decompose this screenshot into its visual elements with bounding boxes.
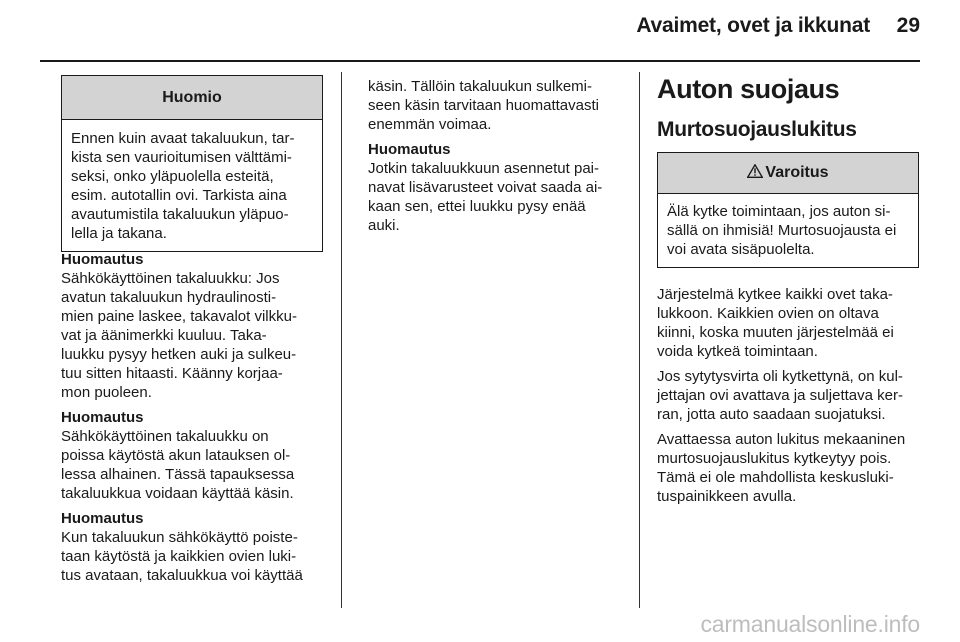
text-line: kiinni, koska muuten järjestelmää ei (657, 324, 894, 341)
column-3 (657, 74, 922, 506)
column-divider-1 (341, 72, 342, 608)
caution-title: Huomio (62, 76, 322, 120)
caution-text (62, 120, 322, 251)
warning-triangle-icon (747, 153, 763, 193)
note-heading: Huomautus (61, 251, 144, 268)
note-heading: Huomautus (368, 141, 451, 158)
text-line: ran, jotta auto saadaan suojatuksi. (657, 406, 886, 423)
header-rule (40, 60, 920, 62)
text-line: Järjestelmä kytkee kaikki ovet taka- (657, 286, 893, 303)
text-line: seksi, onko yläpuolella esteitä, (71, 168, 274, 185)
note-block (61, 408, 336, 503)
note-block (61, 509, 336, 585)
column-1-notes (61, 250, 336, 585)
page-number: 29 (896, 14, 920, 37)
note-heading: Huomautus (61, 409, 144, 426)
text-line: luukku pysyy hetken auki ja sulkeu- (61, 346, 297, 363)
warning-title: Varoitus (765, 164, 829, 181)
text-line: kista sen vaurioitumisen välttämi- (71, 149, 292, 166)
text-line: seen käsin tarvitaan huomattavasti (368, 97, 599, 114)
text-line: enemmän voimaa. (368, 116, 492, 133)
text-line: Tämä ei ole mahdollista keskusluki- (657, 469, 894, 486)
text-line: Kun takaluukun sähkökäyttö poiste- (61, 529, 298, 546)
warning-text (658, 194, 918, 267)
text-line: Avattaessa auton lukitus mekaaninen (657, 431, 906, 448)
text-line: lukkoon. Kaikkien ovien on oltava (657, 305, 879, 322)
text-line: poissa käytöstä akun latauksen ol- (61, 447, 291, 464)
text-line: kaan sen, ettei luukku pysy enää (368, 198, 586, 215)
text-line: lessa alhainen. Tässä tapauksessa (61, 466, 295, 483)
text-line: sällä on ihmisiä! Murtosuojausta ei (667, 222, 897, 239)
text-line: mon puoleen. (61, 384, 152, 401)
column-2 (368, 77, 633, 235)
section-title: Auton suojaus (657, 74, 840, 104)
text-line: murtosuojauslukitus kytkeytyy pois. (657, 450, 892, 467)
text-line: voi avata sisäpuolelta. (667, 241, 815, 258)
note-block (368, 140, 633, 235)
column-divider-2 (639, 72, 640, 608)
text-line: Sähkökäyttöinen takaluukku: Jos (61, 270, 280, 287)
warning-header (658, 153, 918, 194)
text-line: avautumistila takaluukun yläpuo- (71, 206, 289, 223)
text-line: avatun takaluukun hydraulinosti- (61, 289, 277, 306)
watermark: carmanualsonline.info (700, 611, 920, 637)
text-line: voida kytkeä toimintaan. (657, 343, 818, 360)
paragraph (657, 430, 922, 506)
caution-box (61, 75, 323, 252)
paragraph (657, 367, 922, 424)
text-line: esim. autotallin ovi. Tarkista aina (71, 187, 287, 204)
text-line: Sähkökäyttöinen takaluukku on (61, 428, 269, 445)
paragraph (657, 285, 922, 361)
column-1 (61, 75, 323, 252)
text-line: Ennen kuin avaat takaluukun, tar- (71, 130, 295, 147)
text-line: Jos sytytysvirta oli kytkettynä, on kul- (657, 368, 903, 385)
text-line: käsin. Tällöin takaluukun sulkemi- (368, 78, 592, 95)
text-line: mien paine laskee, takavalot vilkku- (61, 308, 297, 325)
text-line: lella ja takana. (71, 225, 167, 242)
note-block (61, 250, 336, 402)
text-line: takaluukkua voidaan käyttää käsin. (61, 485, 294, 502)
text-line: navat lisävarusteet voivat saada ai- (368, 179, 603, 196)
text-line: tuspainikkeen avulla. (657, 488, 797, 505)
text-line: jettajan ovi avattava ja suljettava ker- (657, 387, 903, 404)
running-header-title: Avaimet, ovet ja ikkunat (636, 14, 870, 37)
text-line: tus avataan, takaluukkua voi käyttää (61, 567, 303, 584)
text-line: taan käytöstä ja kaikkien ovien luki- (61, 548, 297, 565)
text-line: vat ja äänimerkki kuuluu. Taka- (61, 327, 267, 344)
text-line: Jotkin takaluukkuun asennetut pai- (368, 160, 599, 177)
note-heading: Huomautus (61, 510, 144, 527)
warning-box (657, 152, 919, 268)
subsection-title: Murtosuojauslukitus (657, 118, 857, 141)
text-line: Älä kytke toimintaan, jos auton si- (667, 203, 891, 220)
text-line: tuu sitten hitaasti. Käänny korjaa- (61, 365, 283, 382)
text-line: auki. (368, 217, 400, 234)
